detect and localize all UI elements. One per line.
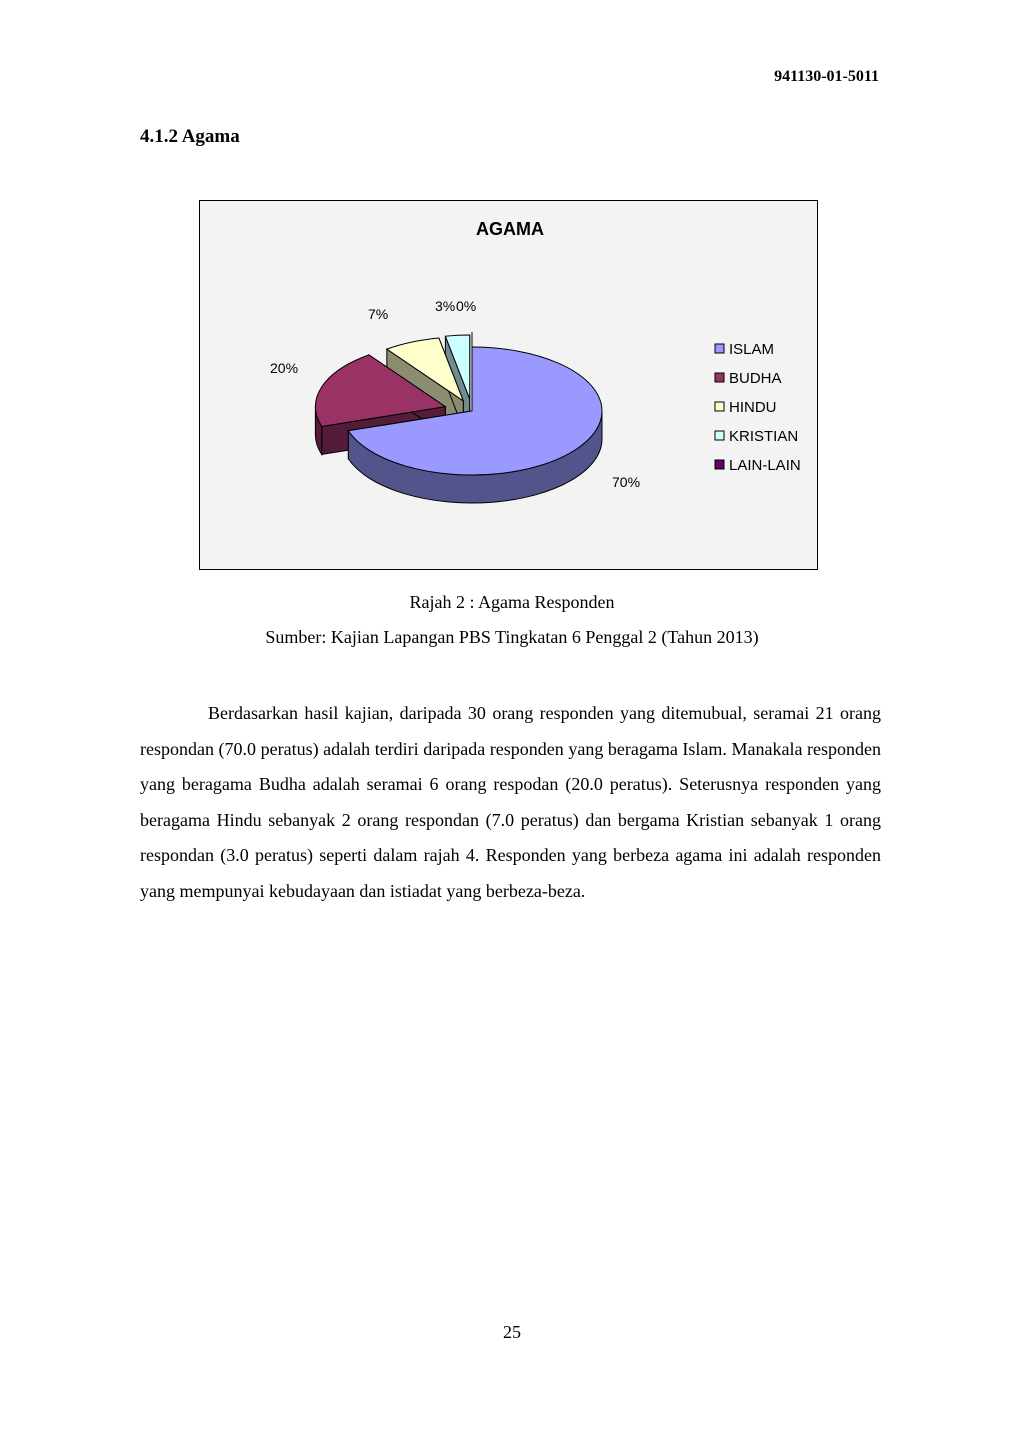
- figure-caption: Rajah 2 : Agama Responden: [409, 592, 615, 612]
- data-label-islam: 70%: [612, 474, 641, 490]
- data-label-hindu: 7%: [368, 306, 389, 322]
- legend-label: BUDHA: [729, 370, 782, 387]
- legend-item-islam: [715, 341, 774, 358]
- legend-swatch: [715, 460, 724, 469]
- data-label-budha: 20%: [270, 360, 299, 376]
- legend-swatch: [715, 373, 724, 382]
- legend-item-budha: [715, 370, 782, 387]
- legend-swatch: [715, 344, 724, 353]
- section-title: 4.1.2 Agama: [140, 126, 240, 147]
- legend-swatch: [715, 402, 724, 411]
- body-paragraph-text: Berdasarkan hasil kajian, daripada 30 orang responden yang ditemubual, seramai 21 orang respondan (70.0 peratus) adalah terdiri daripada responden yang beragama Islam. Manakala responden yang beragama Budha adalah seramai 6 orang respodan (20.0 peratus). Seterusnya responden yang beragama Hindu sebanyak 2 orang respondan (7.0 peratus) dan bergama Kristian sebanyak 1 orang respondan (3.0 peratus) seperti dalam rajah 4. Responden yang berbeza agama ini adalah responden yang mempunyai kebudayaan dan istiadat yang berbeza-beza.: [140, 703, 881, 901]
- legend-item-kristian: [715, 428, 798, 445]
- legend-label: HINDU: [729, 399, 777, 416]
- data-label-lain-lain: 0%: [456, 298, 477, 314]
- figure-source: Sumber: Kajian Lapangan PBS Tingkatan 6 Penggal 2 (Tahun 2013): [265, 627, 759, 647]
- legend-swatch: [715, 431, 724, 440]
- legend-item-hindu: [715, 399, 777, 416]
- legend-label: ISLAM: [729, 341, 775, 358]
- body-paragraph: [140, 696, 881, 909]
- document-id: 941130-01-5011: [774, 68, 879, 85]
- page-number: 25: [503, 1322, 521, 1342]
- legend-item-lain-lain: [715, 457, 801, 474]
- legend-label: LAIN-LAIN: [729, 457, 801, 474]
- pie-chart: [199, 200, 818, 570]
- legend-label: KRISTIAN: [729, 428, 799, 445]
- data-label-kristian: 3%: [435, 298, 456, 314]
- chart-title: AGAMA: [476, 219, 544, 239]
